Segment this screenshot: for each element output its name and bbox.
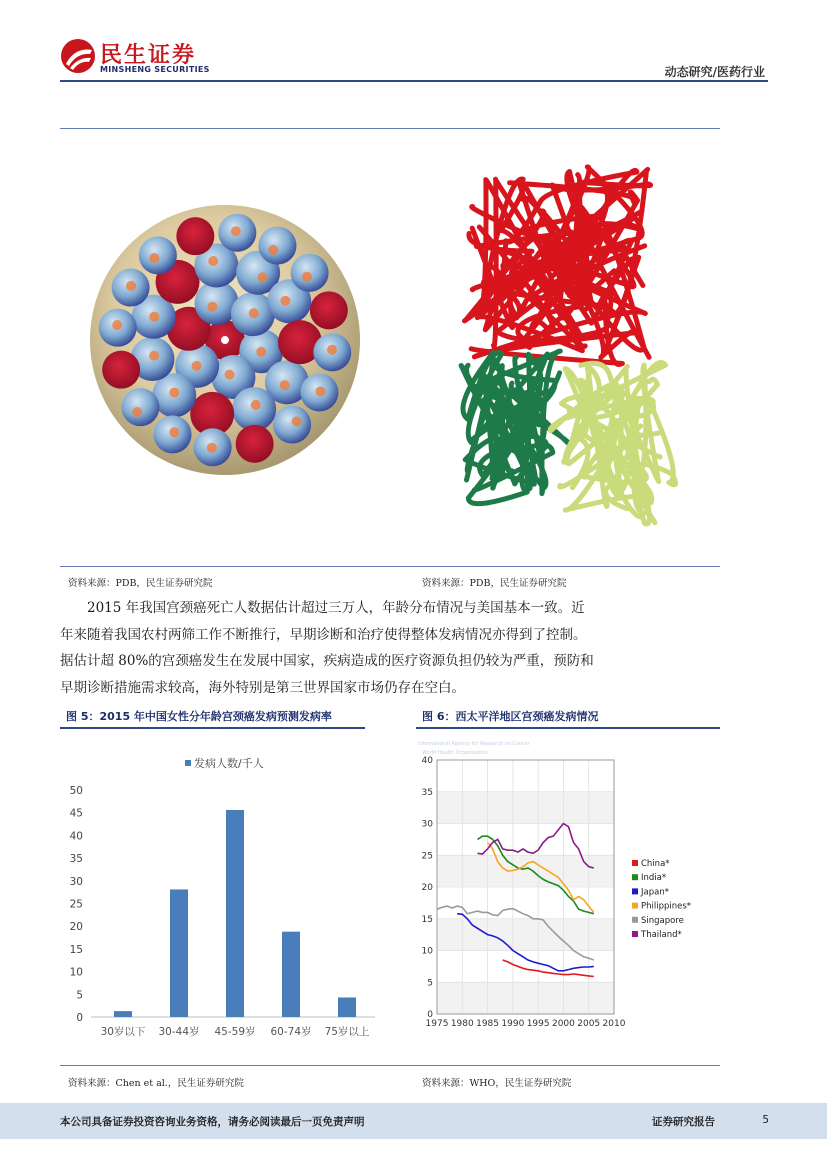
logo-emblem-icon: [60, 38, 96, 74]
y-tick-label: 45: [69, 807, 83, 820]
x-tick-label: 45-59岁: [214, 1026, 256, 1038]
image-left-source: 资料来源：PDB，民生证券研究院: [68, 578, 213, 589]
report-section-label: 动态研究/医药行业: [664, 65, 765, 79]
capsid-highlight: [256, 347, 266, 357]
footer-disclaimer: 本公司具备证券投资咨询业务资格，请务必阅读最后一页免责声明: [60, 1116, 365, 1128]
figure6-line-chart: [412, 752, 717, 1037]
capsid-highlight: [132, 407, 142, 417]
paragraph-line: 年来随着我国农村两筛工作不断推行，早期诊断和治疗使得整体发病情况亦得到了控制。: [60, 626, 587, 643]
y-tick-label: 0: [427, 1010, 433, 1020]
x-tick-label: 2010: [602, 1019, 626, 1029]
legend-swatch: [185, 760, 191, 766]
bar: [282, 932, 300, 1017]
bar: [170, 889, 188, 1017]
capsid-highlight: [302, 272, 312, 282]
grid-band: [437, 982, 614, 1014]
y-tick-label: 0: [76, 1012, 83, 1024]
capsid-highlight: [126, 281, 136, 291]
grid-band: [437, 855, 614, 887]
y-tick-label: 40: [421, 756, 433, 766]
y-tick-label: 40: [69, 830, 83, 843]
x-tick-label: 1975: [425, 1019, 449, 1029]
capsid-highlight: [149, 312, 159, 322]
capsid-highlight: [207, 302, 217, 312]
legend-label: 发病人数/千人: [194, 757, 264, 770]
legend-swatch: [632, 931, 638, 937]
capsid-highlight: [231, 226, 241, 236]
legend-label: Thailand*: [641, 930, 682, 940]
capsid-pentamer-red: [102, 351, 140, 389]
paragraph-line: 据估计超 80%的宫颈癌发生在发展中国家，疾病造成的医疗资源负担仍较为严重，预防和: [60, 653, 594, 669]
y-tick-label: 20: [421, 883, 433, 893]
legend-swatch: [632, 860, 638, 866]
y-tick-label: 25: [69, 898, 83, 911]
paragraph-line: 2015 年我国宫颈癌死亡人数据估计超过三万人，年龄分布情况与美国基本一致。近: [87, 600, 585, 616]
x-tick-label: 30岁以下: [100, 1026, 146, 1038]
legend-swatch: [632, 888, 638, 894]
y-tick-label: 15: [69, 943, 83, 956]
virus-capsid-image: [80, 200, 370, 480]
company-logo: [60, 38, 210, 78]
x-tick-label: 1980: [450, 1019, 474, 1029]
capsid-pentamer-blue: [273, 406, 311, 444]
capsid-pentamer-red: [310, 291, 348, 329]
protein-ribbon-image: [455, 160, 685, 535]
figure6-source: 资料来源：WHO，民生证券研究院: [422, 1078, 572, 1089]
legend-label: Philippines*: [641, 901, 692, 912]
y-tick-label: 50: [69, 785, 83, 797]
y-tick-label: 20: [69, 921, 83, 934]
y-tick-label: 25: [421, 851, 433, 862]
capsid-highlight: [169, 388, 179, 398]
capsid-highlight: [192, 361, 202, 371]
capsid-highlight: [280, 380, 290, 390]
x-tick-label: 2005: [577, 1019, 601, 1029]
capsid-highlight: [257, 272, 267, 282]
capsid-highlight: [268, 245, 278, 255]
capsid-pentamer-blue: [258, 227, 296, 265]
x-tick-label: 1990: [501, 1019, 525, 1029]
page-number: 5: [762, 1114, 769, 1126]
capsid-highlight: [249, 308, 259, 318]
y-tick-label: 5: [427, 978, 433, 989]
capsid-highlight: [315, 386, 325, 396]
capsid-highlight: [149, 351, 159, 361]
x-tick-label: 75岁以上: [324, 1026, 370, 1038]
legend-label: Japan*: [641, 887, 669, 898]
capsid-highlight: [207, 443, 217, 453]
legend-label: India*: [641, 873, 667, 884]
image-right-source: 资料来源：PDB，民生证券研究院: [422, 578, 567, 589]
bar: [226, 810, 244, 1017]
figure5-title-rule: [60, 727, 365, 729]
figures-bottom-rule: [60, 1065, 720, 1066]
y-tick-label: 35: [69, 853, 83, 866]
grid-band: [437, 919, 614, 951]
images-bottom-rule: [60, 566, 720, 567]
legend-swatch: [632, 903, 638, 909]
capsid-center-pore: [221, 336, 229, 344]
x-tick-label: 30-44岁: [158, 1026, 200, 1038]
legend-label: China*: [641, 859, 670, 869]
legend-swatch: [632, 917, 638, 923]
bar: [338, 997, 356, 1017]
figure5-title: 图 5：2015 年中国女性分年龄宫颈癌发病预测发病率: [66, 710, 332, 723]
x-tick-label: 1995: [526, 1019, 550, 1029]
x-tick-label: 1985: [476, 1019, 500, 1029]
body-paragraph: [60, 595, 722, 701]
capsid-highlight: [251, 400, 261, 410]
figure6-title: 图 6：西太平洋地区宫颈癌发病情况: [422, 710, 599, 723]
capsid-highlight: [225, 369, 235, 379]
y-tick-label: 15: [421, 914, 433, 925]
capsid-pentamer-red: [176, 217, 214, 255]
y-tick-label: 30: [69, 875, 83, 888]
y-tick-label: 5: [76, 989, 83, 1002]
grid-band: [437, 792, 614, 824]
figure5-source: 资料来源：Chen et al.，民生证券研究院: [68, 1078, 244, 1089]
y-tick-label: 10: [69, 966, 83, 979]
y-tick-label: 30: [421, 819, 433, 830]
capsid-highlight: [169, 427, 179, 437]
watermark-line: International Agency for Research on Cancer: [418, 741, 531, 747]
watermark-line: World Health Organization: [422, 750, 488, 756]
capsid-highlight: [292, 416, 302, 426]
page-header: [0, 0, 827, 85]
legend-swatch: [632, 874, 638, 880]
footer-report-type: 证券研究报告: [652, 1116, 715, 1128]
capsid-highlight: [208, 256, 218, 266]
bar: [114, 1011, 132, 1017]
logo-cn-text: 民生证券: [100, 43, 197, 68]
logo-en-text: MINSHENG SECURITIES: [100, 65, 210, 74]
page-footer: [0, 1103, 827, 1139]
x-tick-label: 2000: [551, 1019, 575, 1029]
capsid-highlight: [112, 320, 122, 330]
capsid-highlight: [149, 253, 159, 263]
paragraph-line: 早期诊断措施需求较高，海外特别是第三世界国家市场仍存在空白。: [60, 679, 465, 696]
header-divider: [60, 80, 768, 82]
capsid-pentamer-blue: [121, 388, 159, 426]
y-tick-label: 10: [421, 946, 433, 957]
legend-label: Singapore: [641, 915, 684, 926]
figure6-title-rule: [416, 727, 720, 729]
y-tick-label: 35: [421, 787, 433, 798]
top-rule: [60, 128, 720, 129]
capsid-pentamer-red: [236, 425, 274, 463]
figure5-bar-chart: [60, 745, 380, 1045]
x-tick-label: 60-74岁: [270, 1026, 312, 1038]
capsid-highlight: [327, 345, 337, 355]
capsid-highlight: [280, 296, 290, 306]
